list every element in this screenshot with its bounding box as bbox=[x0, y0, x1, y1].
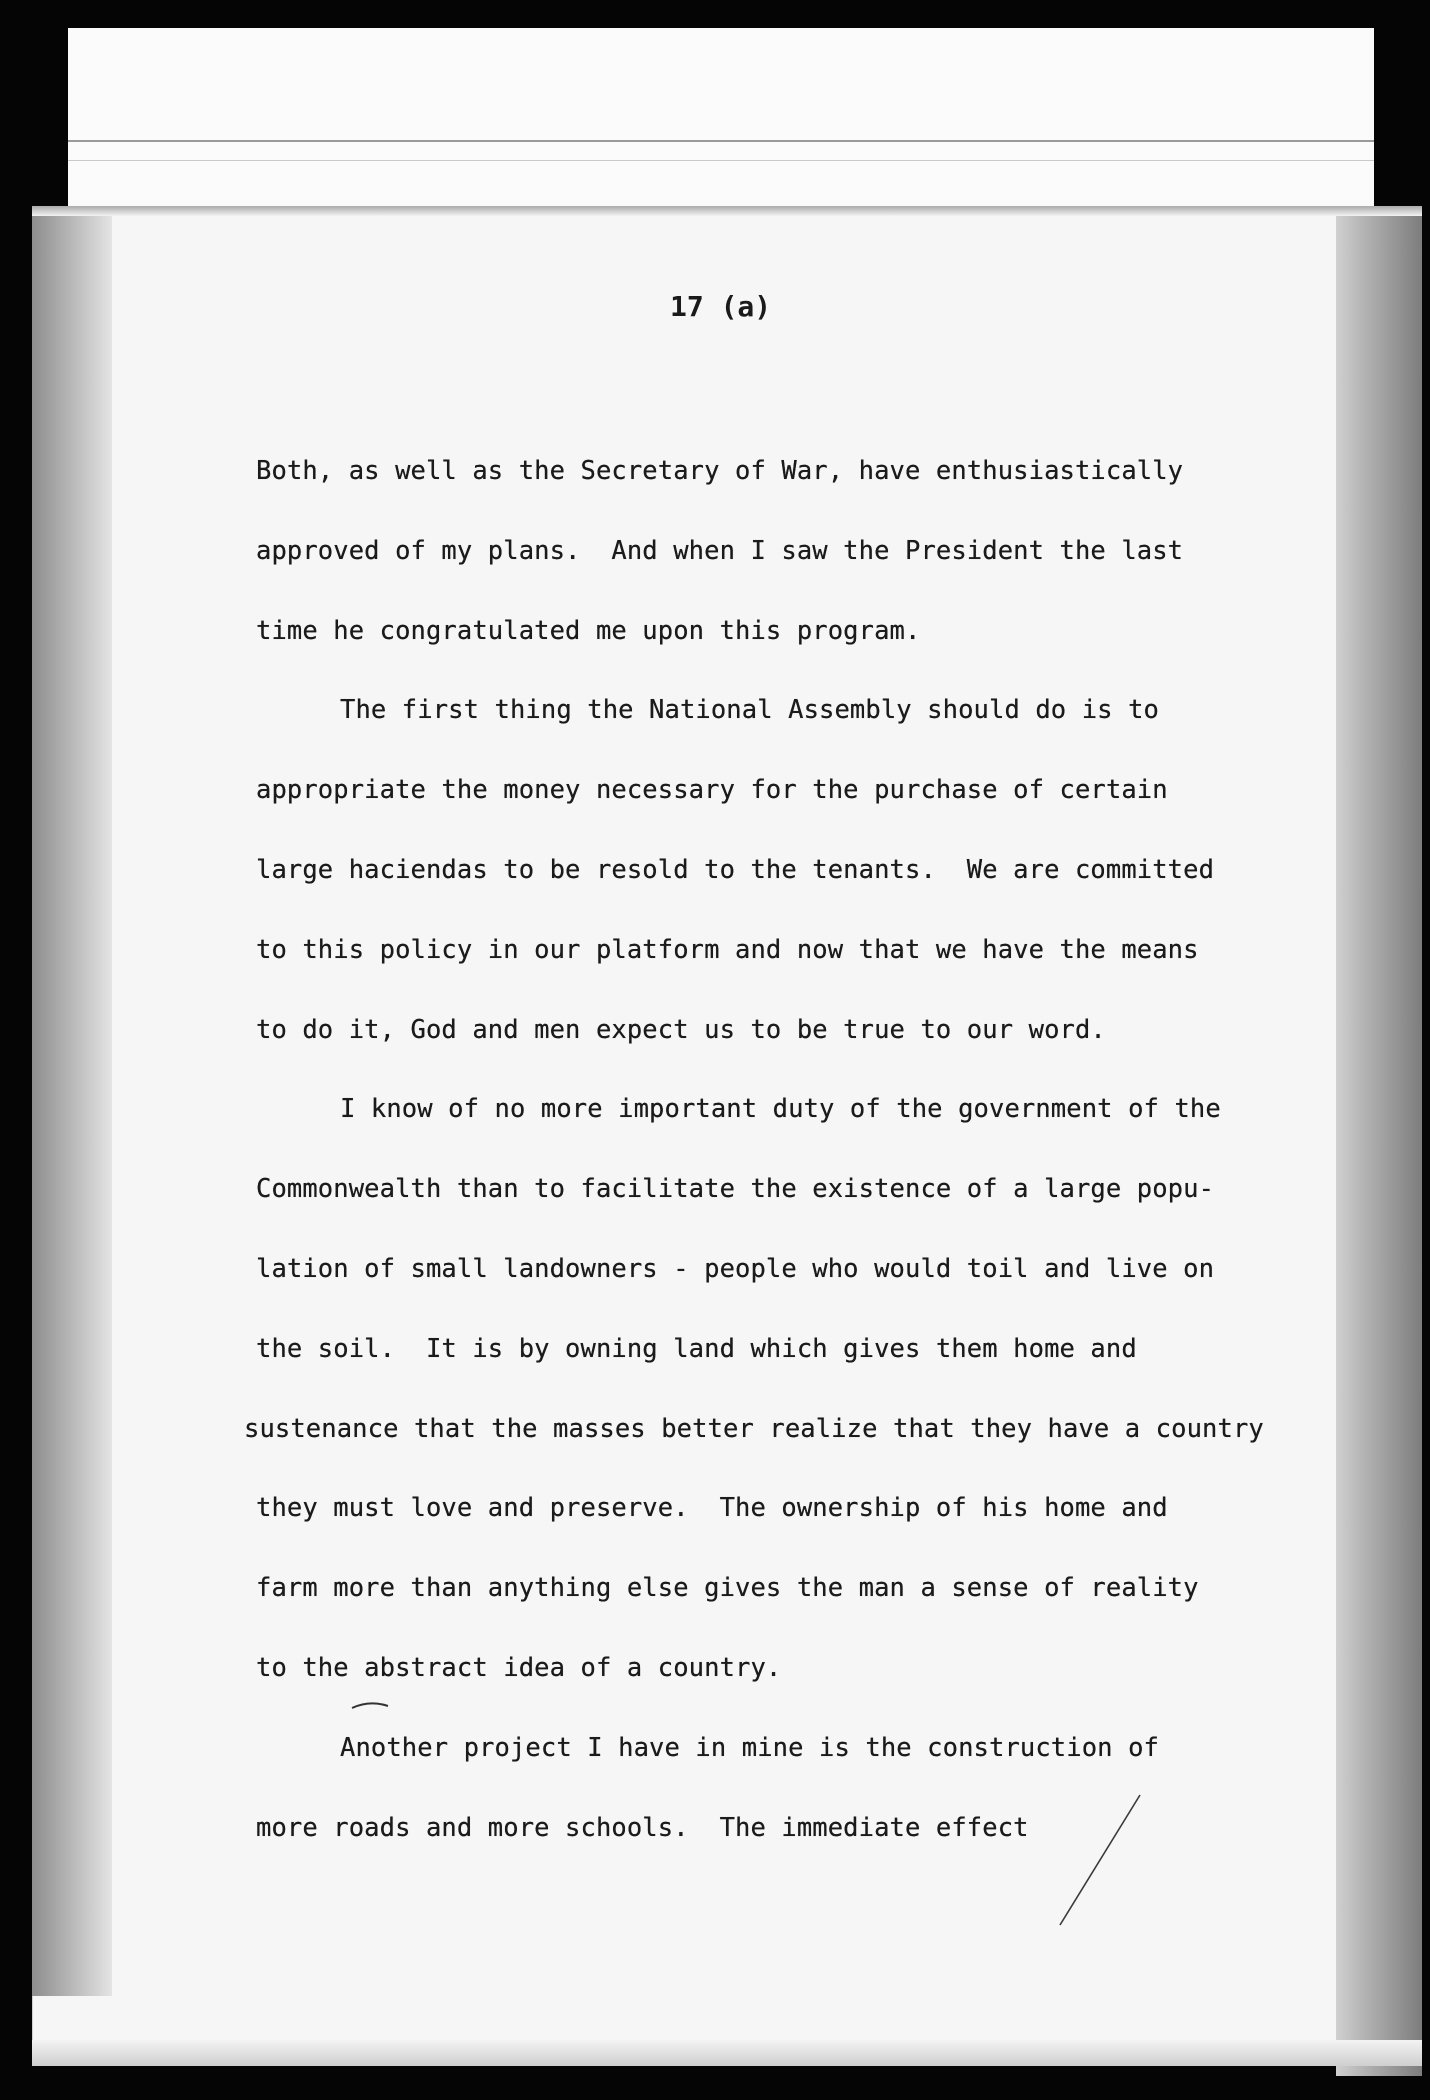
text-line: Another project I have in mine is the construction of bbox=[340, 1732, 1159, 1763]
text-line: Both, as well as the Secretary of War, have enthusiastically bbox=[256, 456, 1184, 486]
text-line: to the abstract idea of a country. bbox=[256, 1652, 782, 1683]
page-bottom-edge bbox=[32, 2040, 1422, 2066]
back-sheet bbox=[68, 28, 1374, 228]
text-line: they must love and preserve. The ownership of his home and bbox=[256, 1493, 1168, 1524]
text-line: more roads and more schools. The immediate effect bbox=[256, 1812, 1029, 1843]
text-line: sustenance that the masses better realize that they have a country bbox=[244, 1413, 1264, 1444]
text-line: the soil. It is by owning land which gives them home and bbox=[256, 1333, 1137, 1364]
text-line: The first thing the National Assembly should do is to bbox=[340, 695, 1159, 726]
text-line: large haciendas to be resold to the tenants. We are committed bbox=[256, 854, 1215, 885]
page-number: 17 (a) bbox=[670, 290, 772, 323]
text-line: lation of small landowners - people who would toil and live on bbox=[256, 1253, 1215, 1284]
stray-pen-mark bbox=[1040, 1790, 1150, 1930]
text-line: appropriate the money necessary for the purchase of certain bbox=[256, 775, 1168, 806]
text-line: farm more than anything else gives the man a sense of reality bbox=[256, 1573, 1199, 1604]
text-line: approved of my plans. And when I saw the President the last bbox=[256, 535, 1184, 566]
page-right-shadow bbox=[1336, 206, 1422, 2076]
typed-text-block bbox=[244, 448, 1336, 1884]
back-sheet-edge-faint bbox=[68, 160, 1374, 161]
text-line: time he congratulated me upon this program. bbox=[256, 615, 921, 646]
text-line: Commonwealth than to facilitate the existence of a large popu- bbox=[256, 1174, 1215, 1205]
text-line: to this policy in our platform and now that we have the means bbox=[256, 934, 1199, 965]
page-top-edge bbox=[32, 206, 1422, 216]
stray-pen-mark bbox=[350, 1700, 390, 1712]
back-sheet-edge bbox=[68, 140, 1374, 142]
page-left-shadow bbox=[32, 206, 112, 1996]
text-line: I know of no more important duty of the government of the bbox=[340, 1094, 1221, 1125]
text-line: to do it, God and men expect us to be true to our word. bbox=[256, 1014, 1106, 1045]
